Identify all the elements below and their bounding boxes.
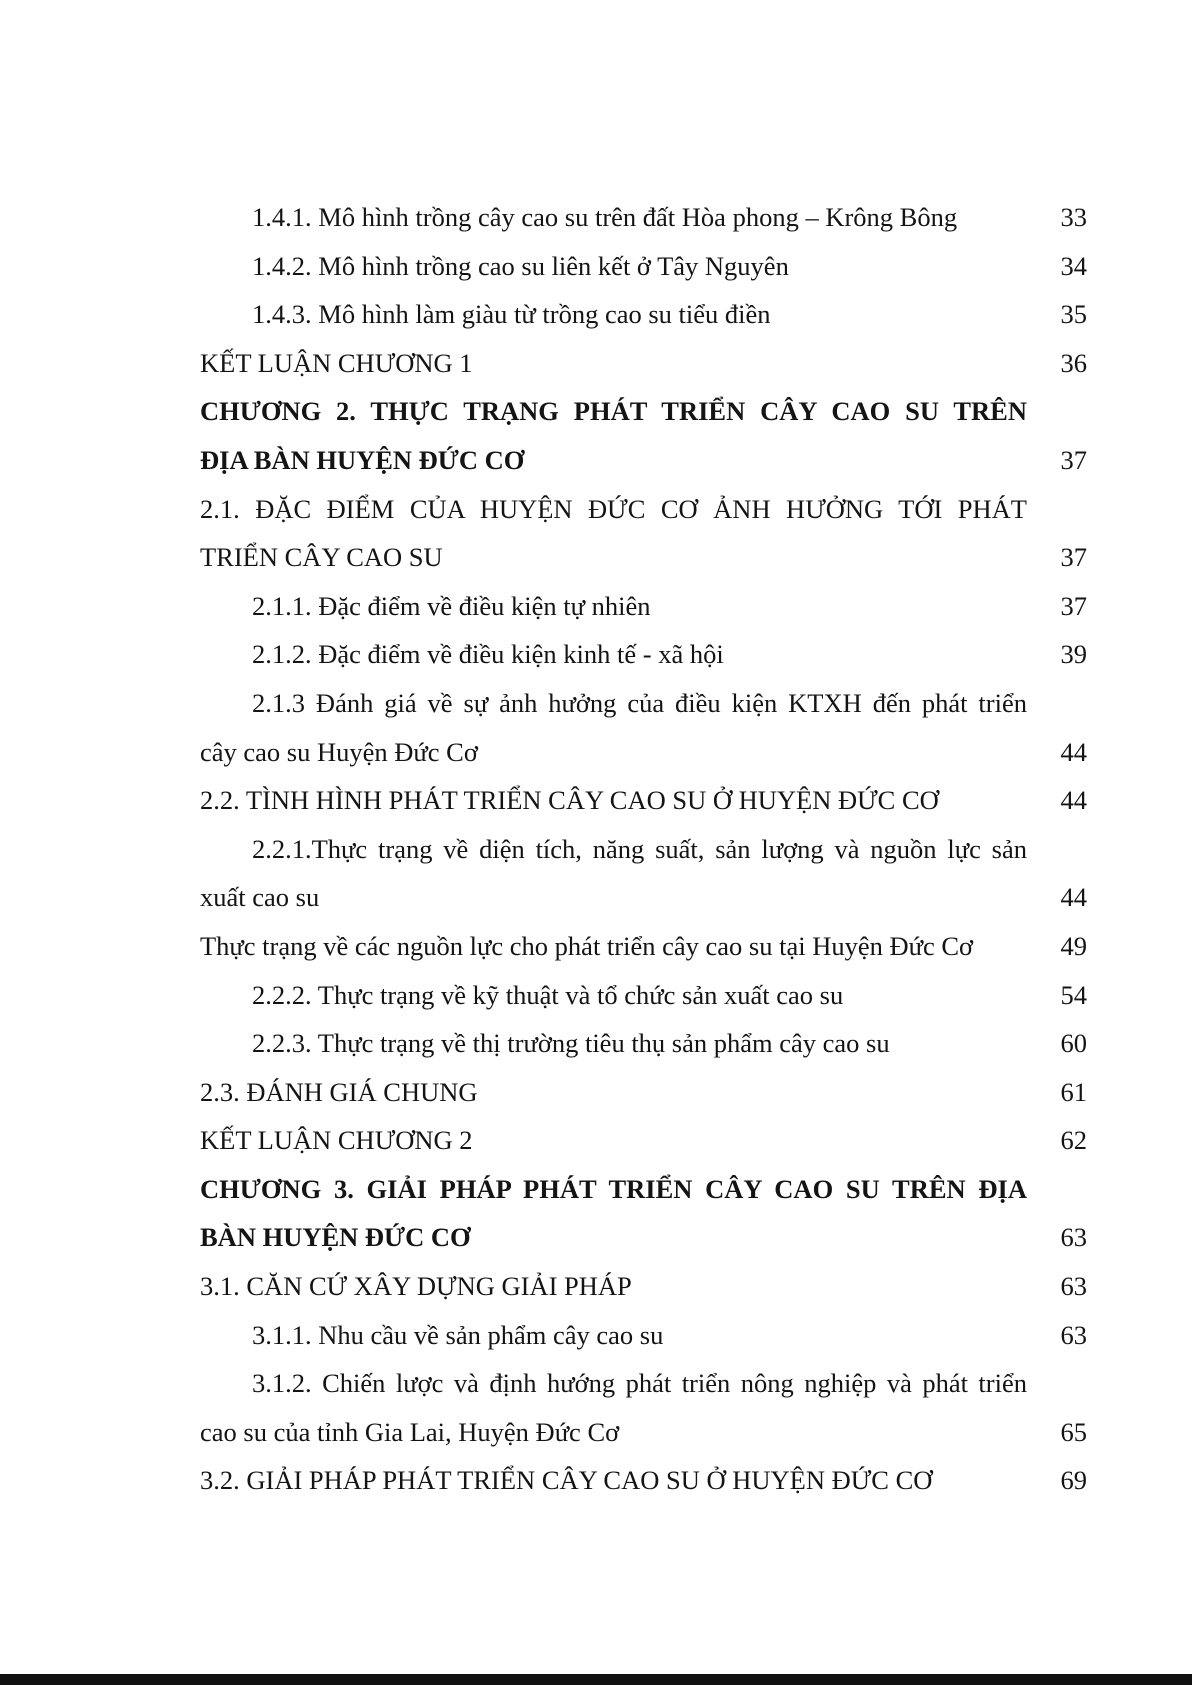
toc-entry-title-line: 2.1. ĐẶC ĐIỂM CỦA HUYỆN ĐỨC CƠ ẢNH HƯỞNG TỚI PHÁT xyxy=(200,493,1027,524)
toc-entry xyxy=(200,1019,1087,1068)
toc-entry-title-line: 1.4.1. Mô hình trồng cây cao su trên đất Hòa phong – Krông Bông xyxy=(252,202,958,232)
toc-page-number: 33 xyxy=(1060,202,1087,232)
toc-entry-title-line: 3.1.2. Chiến lược và định hướng phát triển nông nghiệp và phát triển xyxy=(252,1368,1027,1399)
toc-entry-title-line: 2.1.1. Đặc điểm về điều kiện tự nhiên xyxy=(252,590,651,621)
toc-page-number: 63 xyxy=(1060,1319,1087,1350)
toc-entry-title-line: 2.3. ĐÁNH GIÁ CHUNG xyxy=(200,1076,478,1107)
toc-entry-title-line: CHƯƠNG 3. GIẢI PHÁP PHÁT TRIỂN CÂY CAO SU TRÊN ĐỊA xyxy=(200,1173,1027,1204)
toc-entry-title-line: 2.1.2. Đặc điểm về điều kiện kinh tế - xã hội xyxy=(252,639,724,670)
toc-entry-title-line: 3.1. CĂN CỨ XÂY DỰNG GIẢI PHÁP xyxy=(200,1271,632,1302)
toc-entry xyxy=(200,1359,1087,1456)
toc-entry-title-line: KẾT LUẬN CHƯƠNG 2 xyxy=(200,1125,473,1156)
toc-entry-title-line: 2.2. TÌNH HÌNH PHÁT TRIỂN CÂY CAO SU Ở HUYỆN ĐỨC CƠ xyxy=(200,785,939,816)
toc-entry xyxy=(200,290,1087,339)
toc-entry xyxy=(200,387,1087,484)
toc-entry-title-line: 2.1.3 Đánh giá về sự ảnh hưởng của điều kiện KTXH đến phát triển xyxy=(252,687,1027,718)
toc-page-number: 69 xyxy=(1060,1465,1087,1496)
toc-page-number: 44 xyxy=(1060,882,1087,913)
toc-entry-title-line: 3.2. GIẢI PHÁP PHÁT TRIỂN CÂY CAO SU Ở HUYỆN ĐỨC CƠ xyxy=(200,1465,933,1496)
toc-entry xyxy=(200,193,1087,242)
toc-entry-title-line: 1.4.2. Mô hình trồng cao su liên kết ở Tây Nguyên xyxy=(252,250,789,281)
table-of-contents xyxy=(200,193,1087,1505)
toc-entry xyxy=(200,971,1087,1020)
toc-entry xyxy=(200,630,1087,679)
toc-page-number: 60 xyxy=(1060,1028,1087,1059)
toc-entry-title-line: ĐỊA BÀN HUYỆN ĐỨC CƠ xyxy=(200,444,525,475)
toc-entry-title-line: cây cao su Huyện Đức Cơ xyxy=(200,736,478,767)
toc-entry xyxy=(200,485,1087,582)
toc-entry xyxy=(200,1165,1087,1262)
toc-page-number: 39 xyxy=(1060,639,1087,670)
toc-page-number: 49 xyxy=(1060,930,1087,961)
toc-page-number: 44 xyxy=(1060,785,1087,816)
toc-entry xyxy=(200,825,1087,922)
toc-page-number: 37 xyxy=(1060,444,1087,475)
toc-entry xyxy=(200,339,1087,388)
toc-entry-title-line: Thực trạng về các nguồn lực cho phát triển cây cao su tại Huyện Đức Cơ xyxy=(200,930,974,961)
toc-page-number: 37 xyxy=(1060,542,1087,573)
toc-entry xyxy=(200,1262,1087,1311)
toc-entry-title-line: BÀN HUYỆN ĐỨC CƠ xyxy=(200,1222,471,1253)
page-bottom-edge xyxy=(0,1674,1192,1685)
toc-page-number: 63 xyxy=(1060,1271,1087,1302)
toc-entry xyxy=(200,1456,1087,1505)
toc-entry xyxy=(200,582,1087,631)
toc-entry-title-line: 3.1.1. Nhu cầu về sản phẩm cây cao su xyxy=(252,1319,664,1350)
toc-page-number: 37 xyxy=(1060,590,1087,621)
toc-entry-title-line: cao su của tỉnh Gia Lai, Huyện Đức Cơ xyxy=(200,1416,620,1447)
toc-page-number: 65 xyxy=(1060,1416,1087,1447)
toc-page-number: 44 xyxy=(1060,736,1087,767)
toc-entry xyxy=(200,922,1087,971)
toc-entry xyxy=(200,1311,1087,1360)
toc-entry xyxy=(200,242,1087,291)
toc-entry-title-line: 2.2.1.Thực trạng về diện tích, năng suất, sản lượng và nguồn lực sản xyxy=(252,833,1027,864)
toc-page-number: 54 xyxy=(1060,979,1087,1010)
toc-entry-title-line: KẾT LUẬN CHƯƠNG 1 xyxy=(200,347,473,378)
toc-entry xyxy=(200,1068,1087,1117)
toc-entry-title-line: xuất cao su xyxy=(200,882,320,913)
toc-page-number: 36 xyxy=(1060,347,1087,378)
toc-page-number: 34 xyxy=(1060,250,1087,281)
toc-entry xyxy=(200,776,1087,825)
toc-entry xyxy=(200,679,1087,776)
toc-page-number: 63 xyxy=(1060,1222,1087,1253)
toc-entry xyxy=(200,1116,1087,1165)
toc-entry-title-line: CHƯƠNG 2. THỰC TRẠNG PHÁT TRIỂN CÂY CAO SU TRÊN xyxy=(200,396,1027,427)
toc-entry-title-line: 2.2.3. Thực trạng về thị trường tiêu thụ sản phẩm cây cao su xyxy=(252,1028,890,1059)
toc-page-number: 62 xyxy=(1060,1125,1087,1156)
toc-entry-title-line: 2.2.2. Thực trạng về kỹ thuật và tổ chức sản xuất cao su xyxy=(252,979,844,1010)
toc-entry-title-line: TRIỂN CÂY CAO SU xyxy=(200,542,443,573)
toc-page-number: 35 xyxy=(1060,299,1087,330)
toc-page-number: 61 xyxy=(1060,1076,1087,1107)
toc-entry-title-line: 1.4.3. Mô hình làm giàu từ trồng cao su tiểu điền xyxy=(252,299,771,330)
